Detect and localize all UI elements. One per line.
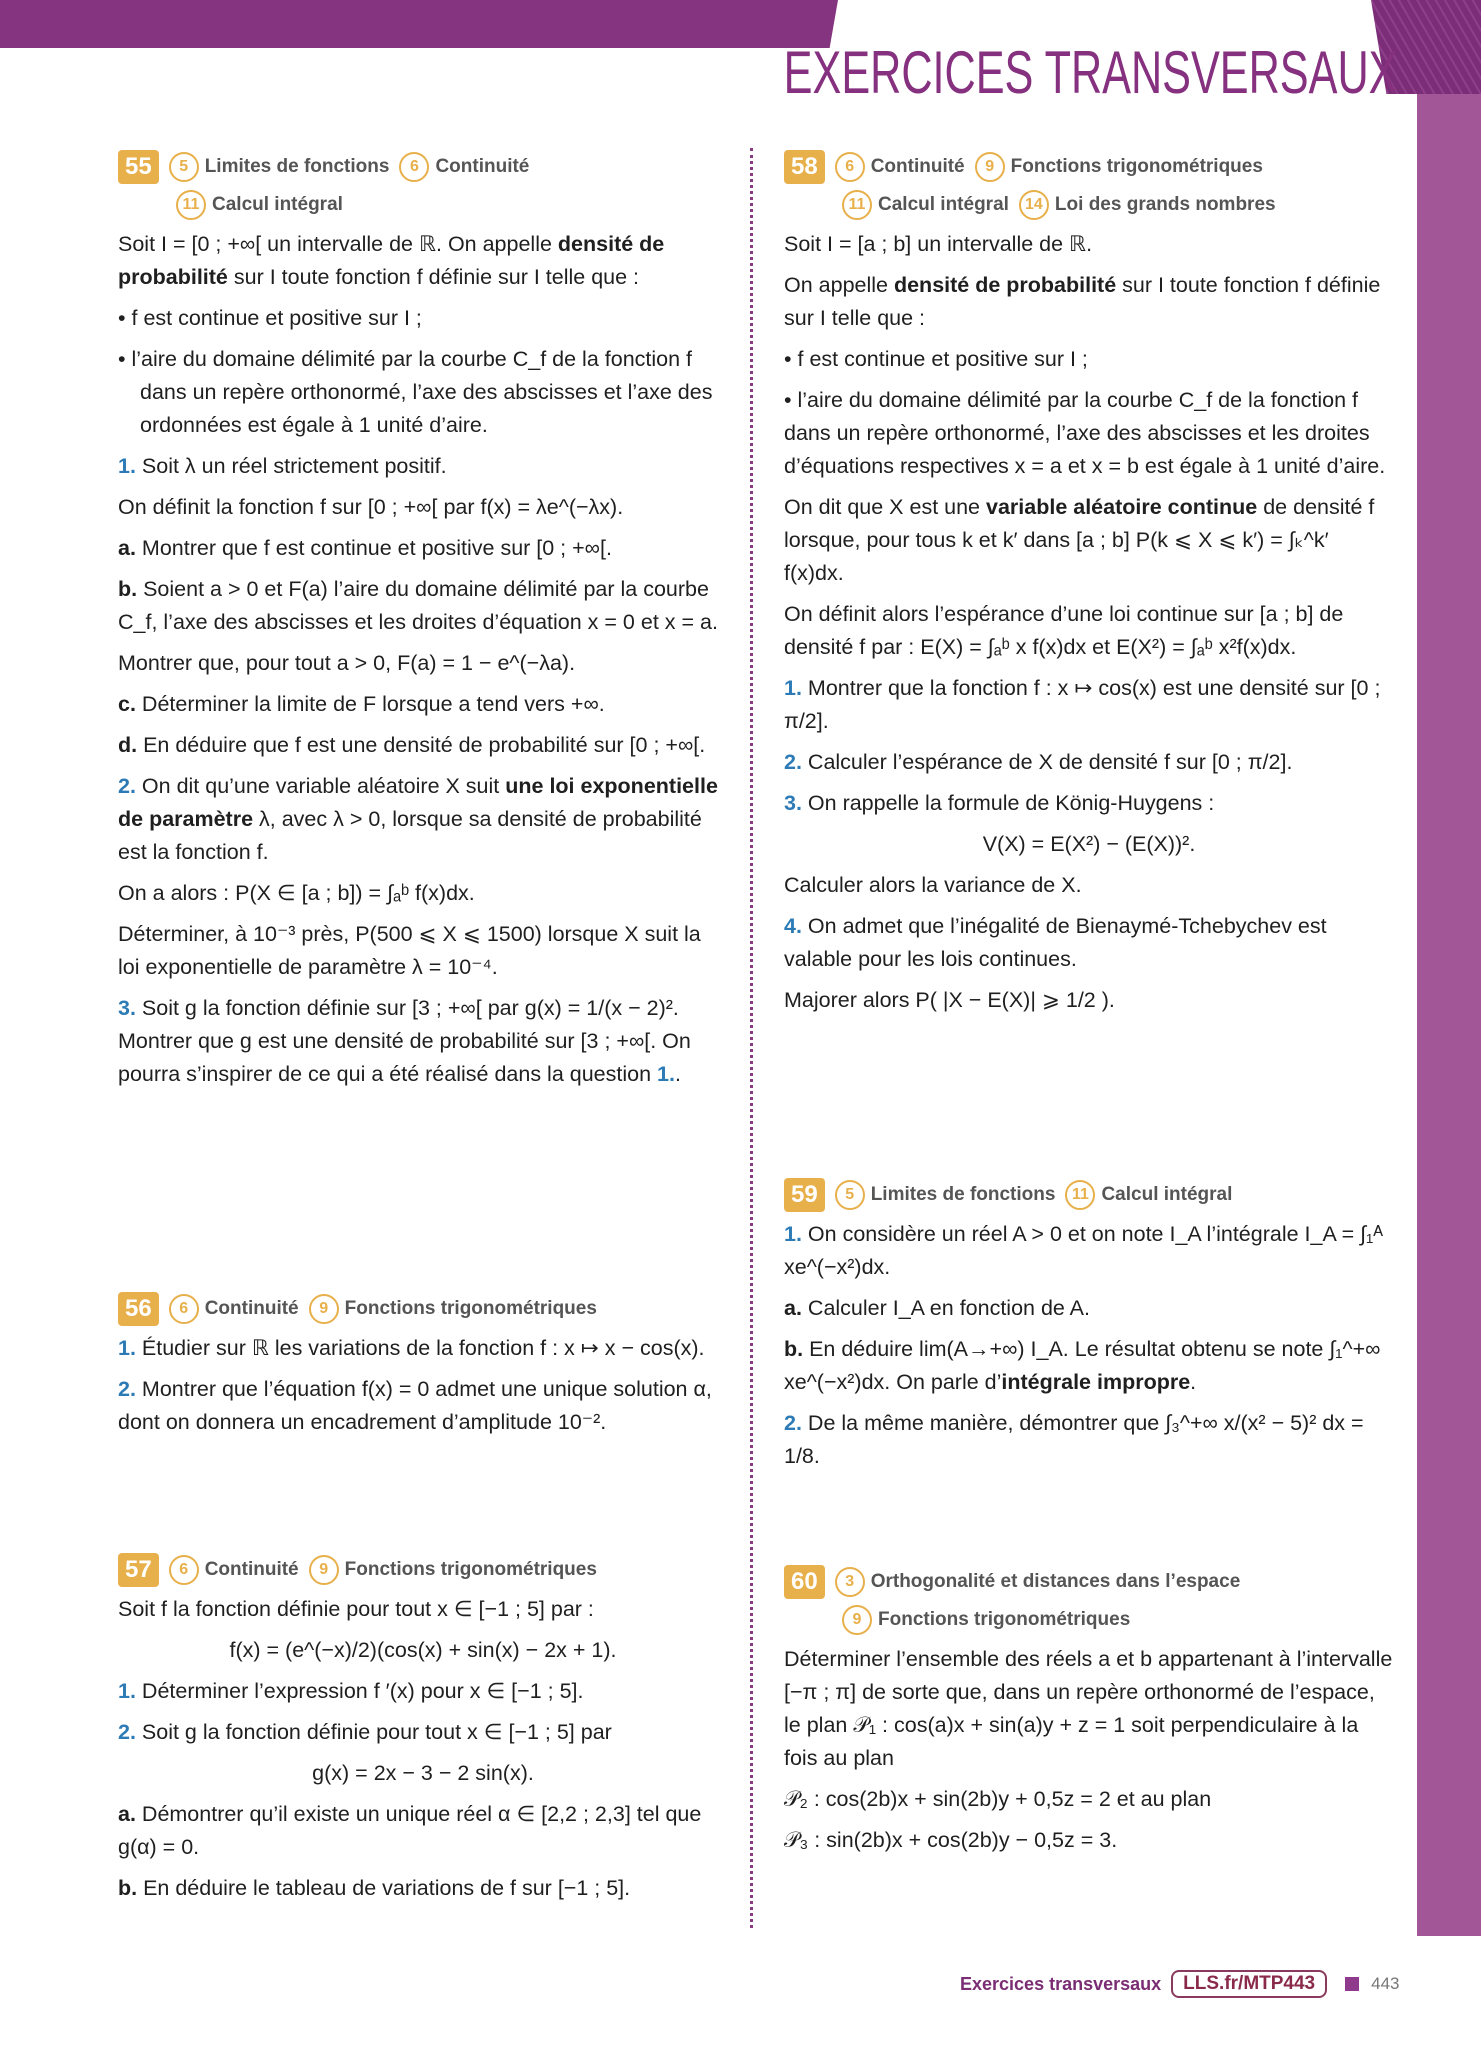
skill-label: Fonctions trigonométriques [1010, 156, 1263, 177]
question-number: 3. [784, 791, 802, 815]
text: Démontrer qu’il existe un unique réel α ∈ [2,2 ; 2,3] tel que g(α) = 0. [118, 1802, 702, 1859]
paragraph [118, 1634, 728, 1667]
text: Déterminer la limite de F lorsque a tend vers +∞. [135, 692, 605, 716]
skill-tag [169, 148, 390, 186]
text: Montrer que l’équation f(x) = 0 admet une unique solution α, dont on donnera un encadrement d’amplitude 10⁻². [118, 1377, 712, 1434]
paragraph [784, 1333, 1394, 1399]
paragraph [118, 729, 728, 762]
paragraph [118, 573, 728, 639]
skill-tag [169, 1551, 299, 1589]
question-number: 2. [118, 774, 136, 798]
bold-text: b. [784, 1337, 804, 1361]
skill-tag [176, 186, 343, 224]
text: On dit que X est une [784, 495, 986, 519]
bold-text: densité de probabilité [893, 273, 1117, 297]
text: En déduire lim(A→+∞) I_A. Le résultat obtenu se note ∫₁^+∞ xe^(−x²)dx. On parle d’ [784, 1337, 1381, 1394]
skill-number-icon: 5 [835, 1180, 865, 1210]
skill-tag [842, 1601, 1130, 1639]
paragraph [118, 647, 728, 680]
exercise-number-badge: 55 [118, 150, 159, 184]
exercise-header [118, 148, 728, 224]
text: Calculer I_A en fonction de A. [801, 1296, 1090, 1320]
text: On rappelle la formule de König-Huygens : [801, 791, 1215, 815]
skill-tags-row [118, 186, 728, 224]
bold-text: a. [784, 1296, 802, 1320]
bullet-item: • f est continue et positive sur I ; [118, 306, 422, 330]
side-band [1417, 94, 1481, 1936]
paragraph [118, 302, 728, 335]
paragraph [118, 1757, 728, 1790]
text: On a alors : P(X ∈ [a ; b]) = ∫ₐᵇ f(x)dx. [118, 881, 475, 905]
paragraph [784, 787, 1394, 820]
text: Montrer que, pour tout a > 0, F(a) = 1 − e^(−λa). [118, 651, 576, 675]
paragraph [784, 746, 1394, 779]
exercise-58 [784, 148, 1394, 1025]
skill-number-icon: 9 [975, 152, 1005, 182]
skill-number-icon: 6 [169, 1294, 199, 1324]
footer-link[interactable]: LLS.fr/MTP443 [1171, 1970, 1327, 1998]
skill-number-icon: 14 [1019, 190, 1049, 220]
skill-tag [1019, 186, 1276, 224]
bold-text: a. [118, 536, 136, 560]
question-number: 2. [784, 750, 802, 774]
text: Déterminer, à 10⁻³ près, P(500 ⩽ X ⩽ 1500) lorsque X suit la loi exponentielle de paramètre λ = 10⁻⁴. [118, 922, 701, 979]
paragraph [118, 770, 728, 869]
skill-label: Fonctions trigonométriques [344, 1559, 597, 1580]
paragraph [118, 1675, 728, 1708]
exercise-56 [118, 1290, 728, 1447]
text: • l’aire du domaine délimité par la courbe C_f de la fonction f dans un repère orthonormé, l’axe des abscisses et les droites d’équations respectives x = a et x = b est égale à 1 unité d’aire. [784, 388, 1386, 478]
exercise-55 [118, 148, 728, 1099]
skill-label: Calcul intégral [1101, 1184, 1233, 1205]
paragraph [118, 877, 728, 910]
paragraph [784, 1643, 1394, 1775]
bold-text: b. [118, 577, 138, 601]
text: Calculer l’espérance de X de densité f sur [0 ; π/2]. [801, 750, 1293, 774]
skill-number-icon: 11 [1065, 1180, 1095, 1210]
text: Soit g la fonction définie sur [3 ; +∞[ par g(x) = 1/(x − 2)². Montrer que g est une densité de probabilité sur [3 ; +∞[. On pourra s’inspirer de ce qui a été réalisé dans la question [118, 996, 691, 1086]
paragraph [118, 1798, 728, 1864]
exercise-number-badge: 58 [784, 150, 825, 184]
skill-number-icon: 5 [169, 152, 199, 182]
footer-section: Exercices transversaux [960, 1973, 1162, 1994]
paragraph [784, 228, 1394, 261]
skill-label: Continuité [204, 1559, 299, 1580]
question-number: 2. [784, 1411, 802, 1435]
skill-number-icon: 11 [176, 190, 206, 220]
text: Majorer alors P( |X − E(X)| ⩾ 1/2 ). [784, 988, 1115, 1012]
text: 𝒫₂ : cos(2b)x + sin(2b)y + 0,5z = 2 et au plan [784, 1787, 1212, 1811]
exercise-header [784, 1176, 1394, 1214]
paragraph [118, 1373, 728, 1439]
skill-number-icon: 6 [399, 152, 429, 182]
bold-text: a. [118, 1802, 136, 1826]
text: On dit qu’une variable aléatoire X suit [135, 774, 506, 798]
text: sur I toute fonction f définie sur I telle que : [227, 265, 640, 289]
formula: f(x) = (e^(−x)/2)(cos(x) + sin(x) − 2x + 1). [229, 1638, 617, 1662]
text: En déduire le tableau de variations de f sur [−1 ; 5]. [137, 1876, 631, 1900]
paragraph [784, 1218, 1394, 1284]
exercise-number-badge: 56 [118, 1292, 159, 1326]
formula: g(x) = 2x − 3 − 2 sin(x). [312, 1761, 534, 1785]
text: On définit alors l’espérance d’une loi continue sur [a ; b] de densité f par : E(X) = ∫ₐᵇ x f(x)dx et E(X²) = ∫ₐᵇ x²f(x)dx. [784, 602, 1344, 659]
skill-tag [975, 148, 1263, 186]
column-divider [750, 148, 753, 1928]
question-number: 2. [118, 1377, 136, 1401]
skill-tag [309, 1551, 597, 1589]
skill-label: Fonctions trigonométriques [878, 1609, 1131, 1630]
exercise-number-badge: 59 [784, 1178, 825, 1212]
text: Montrer que f est continue et positive sur [0 ; +∞[. [135, 536, 612, 560]
text: Calculer alors la variance de X. [784, 873, 1082, 897]
exercise-number-badge: 60 [784, 1565, 825, 1599]
bold-text: c. [118, 692, 136, 716]
paragraph [784, 672, 1394, 738]
text: Soit g la fonction définie pour tout x ∈ [−1 ; 5] par [135, 1720, 612, 1744]
question-number: 1. [784, 676, 802, 700]
skill-number-icon: 9 [309, 1294, 339, 1324]
header-band [0, 0, 838, 48]
text: • f est continue et positive sur I ; [784, 347, 1088, 371]
text: de densité f lorsque, pour tous k et k′ dans [a ; b] P(k ⩽ X ⩽ k′) = ∫ₖ^k′ f(x)dx. [784, 495, 1375, 585]
skill-number-icon: 11 [842, 190, 872, 220]
paragraph [784, 269, 1394, 335]
skill-label: Fonctions trigonométriques [344, 1298, 597, 1319]
paragraph [784, 1824, 1394, 1857]
skill-number-icon: 9 [309, 1555, 339, 1585]
question-number: 1. [118, 1336, 136, 1360]
skill-tag [169, 1290, 299, 1328]
paragraph [784, 910, 1394, 976]
skill-label: Limites de fonctions [870, 1184, 1056, 1205]
text: Soit I = [0 ; +∞[ un intervalle de ℝ. On appelle [118, 232, 558, 256]
skill-tags-row [784, 1601, 1394, 1639]
paragraph [118, 918, 728, 984]
exercise-header [784, 148, 1394, 224]
text: Soit f la fonction définie pour tout x ∈ [−1 ; 5] par : [118, 1597, 594, 1621]
paragraph [118, 1716, 728, 1749]
text: On considère un réel A > 0 et on note I_A l’intégrale I_A = ∫₁ᴬ xe^(−x²)dx. [784, 1222, 1384, 1279]
text: λ, avec λ > 0, lorsque sa densité de probabilité est la fonction f. [118, 807, 702, 864]
text: Étudier sur ℝ les variations de la fonction f : x ↦ x − cos(x). [135, 1336, 705, 1360]
paragraph [118, 532, 728, 565]
text: . [674, 1062, 681, 1086]
text: On admet que l’inégalité de Bienaymé-Tchebychev est valable pour les lois continues. [784, 914, 1327, 971]
bullet-item: • l’aire du domaine délimité par la courbe C_f de la fonction f dans un repère orthonormé, l’axe des abscisses et l’axe des ordonnées est égale à 1 unité d’aire. [118, 347, 713, 437]
skill-tag [842, 186, 1009, 224]
skill-label: Continuité [204, 1298, 299, 1319]
question-number: 1. [784, 1222, 802, 1246]
skill-number-icon: 6 [169, 1555, 199, 1585]
skill-tag [309, 1290, 597, 1328]
skill-tag [399, 148, 529, 186]
text: On appelle [784, 273, 894, 297]
exercise-header [118, 1290, 728, 1328]
question-number: 4. [784, 914, 802, 938]
paragraph [784, 828, 1394, 861]
text: Déterminer l’ensemble des réels a et b appartenant à l’intervalle [−π ; π] de sorte que, dans un repère orthonormé de l’espace, le plan 𝒫₁ : cos(a)x + sin(a)y + z = 1 soit perpendiculaire à la fois au plan [784, 1647, 1393, 1770]
footer [960, 1970, 1400, 1998]
paragraph [784, 384, 1394, 483]
text: Soient a > 0 et F(a) l’aire du domaine délimité par la courbe C_f, l’axe des abscisses et les droites d’équation x = 0 et x = a. [118, 577, 718, 634]
text: On définit la fonction f sur [0 ; +∞[ par f(x) = λe^(−λx). [118, 495, 624, 519]
paragraph [784, 1292, 1394, 1325]
bold-text: une loi exponentielle de paramètre [118, 774, 718, 831]
skill-number-icon: 3 [835, 1567, 865, 1597]
paragraph [118, 1593, 728, 1626]
page-number: 443 [1371, 1974, 1400, 1993]
exercise-header [118, 1551, 728, 1589]
bold-text: b. [118, 1876, 138, 1900]
question-number: 3. [118, 996, 136, 1020]
text: . [1190, 1370, 1197, 1394]
paragraph [118, 992, 728, 1091]
page-title: EXERCICES TRANSVERSAUX [783, 39, 1397, 106]
text: De la même manière, démontrer que ∫₃^+∞ x/(x² − 5)² dx = 1/8. [784, 1411, 1364, 1468]
skill-number-icon: 9 [842, 1605, 872, 1635]
bold-text: intégrale impropre [1001, 1370, 1191, 1394]
text: En déduire que f est une densité de probabilité sur [0 ; +∞[. [137, 733, 706, 757]
paragraph [784, 1407, 1394, 1473]
text: Montrer que la fonction f : x ↦ cos(x) est une densité sur [0 ; π/2]. [784, 676, 1381, 733]
skill-label: Calcul intégral [212, 194, 343, 215]
bold-text: variable aléatoire continue [986, 495, 1258, 519]
exercise-header [784, 1563, 1394, 1639]
skill-tag [835, 1563, 1241, 1601]
bold-text: d. [118, 733, 138, 757]
footer-square-icon [1345, 1977, 1359, 1991]
exercise-59 [784, 1176, 1394, 1481]
skill-tags-row [784, 186, 1394, 224]
question-number: 1. [118, 454, 136, 478]
paragraph [784, 1783, 1394, 1816]
bold-text: densité de probabilité [118, 232, 665, 289]
paragraph [118, 1872, 728, 1905]
paragraph [118, 343, 728, 442]
paragraph [784, 869, 1394, 902]
paragraph [784, 491, 1394, 590]
skill-label: Continuité [870, 156, 965, 177]
skill-label: Continuité [435, 156, 530, 177]
exercise-60 [784, 1563, 1394, 1865]
paragraph [784, 343, 1394, 376]
text: Déterminer l’expression f ′(x) pour x ∈ [−1 ; 5]. [135, 1679, 584, 1703]
paragraph [118, 1332, 728, 1365]
question-number: 1. [118, 1679, 136, 1703]
paragraph [118, 491, 728, 524]
text: sur I toute fonction f définie sur I telle que : [784, 273, 1381, 330]
skill-label: Orthogonalité et distances dans l’espace [870, 1571, 1241, 1592]
paragraph [118, 688, 728, 721]
formula: V(X) = E(X²) − (E(X))². [982, 832, 1196, 856]
skill-tag [835, 1176, 1056, 1214]
text: Soit I = [a ; b] un intervalle de ℝ. [784, 232, 1093, 256]
text: 𝒫₃ : sin(2b)x + cos(2b)y − 0,5z = 3. [784, 1828, 1118, 1852]
skill-label: Calcul intégral [878, 194, 1009, 215]
paragraph [118, 450, 728, 483]
paragraph [784, 984, 1394, 1017]
skill-label: Loi des grands nombres [1054, 194, 1276, 215]
exercise-number-badge: 57 [118, 1553, 159, 1587]
question-number: 2. [118, 1720, 136, 1744]
skill-tag [1065, 1176, 1232, 1214]
paragraph [784, 598, 1394, 664]
paragraph [118, 228, 728, 294]
skill-label: Limites de fonctions [204, 156, 390, 177]
question-number: 1. [657, 1062, 675, 1086]
skill-number-icon: 6 [835, 152, 865, 182]
exercise-57 [118, 1551, 728, 1913]
text: Soit λ un réel strictement positif. [135, 454, 447, 478]
skill-tag [835, 148, 965, 186]
